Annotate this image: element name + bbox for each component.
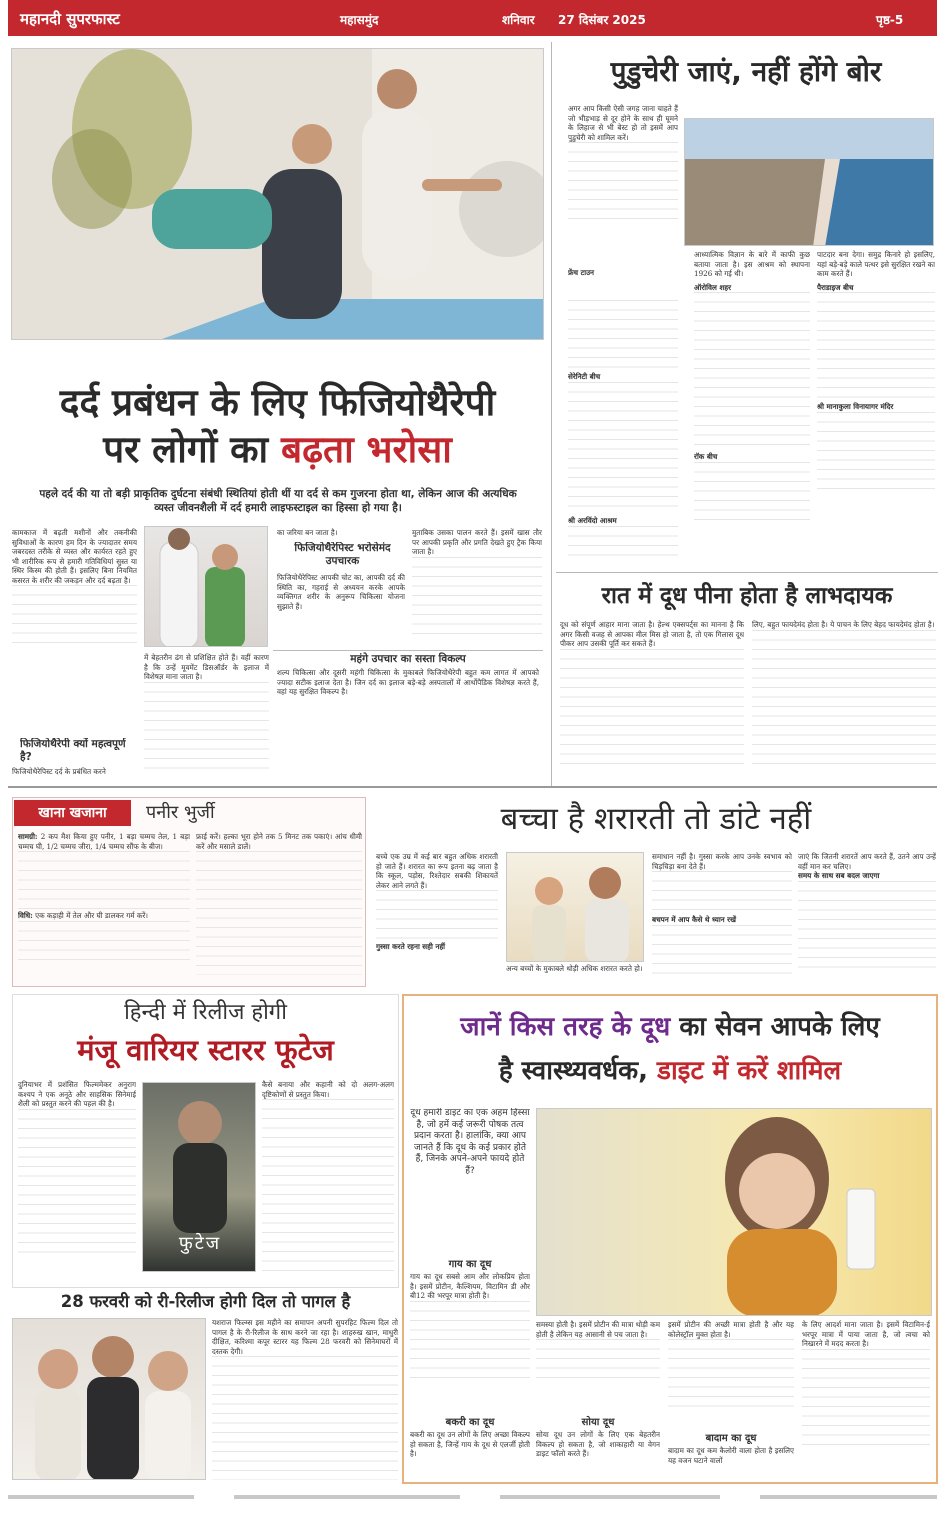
puducherry-col3-text: पाटदार बना देगा। समुद्र किनारे हो इसलिए, यहां बड़े-बड़े काले पत्थर इसे सुरक्षित रखने का काम करते हैं। [817,250,935,278]
puducherry-col3-filler [817,292,935,402]
milk-types-t5-filler [802,1349,930,1449]
milk-types-t1 [410,1272,530,1402]
naughty-title: बच्चा है शरारती तो डांटे नहीं [500,801,812,837]
puducherry-b6 [817,283,935,293]
naughty-col4-text: जाएं कि जितनी शरारतें आप करते हैं, उतने आप उन्हें वहीं मान कर चलिए। [798,852,936,871]
naughty-col3 [652,852,792,987]
puducherry-intro: अगर आप किसी ऐसी जगह जाना चाहते हैं जो भीड़भाड़ से दूर होने के साथ ही घूमने के लिहाज से भी बेस्ट हो तो इसमें आप पुडुचेरी को शामिल करें। [568,104,678,142]
recipe-method: एक कड़ाही में तेल और घी डालकर गर्म करें। [35,911,149,920]
naughty-col4 [798,852,936,987]
dil-col-filler [212,1356,398,1480]
puducherry-b1-label: फ्रेंच टाउन [568,268,595,277]
physio-illustration [12,49,544,340]
physio-box [273,650,543,776]
naughty-sub1: गुस्सा करते रहना सही नहीं [376,942,446,951]
milk-night-col2 [752,620,936,780]
puducherry-b3-label: श्री अरविंदो आश्रम [568,516,617,525]
recipe-col1-filler [18,851,190,911]
milk-types-t4-filler [668,1339,794,1411]
section-rule [556,572,938,573]
puducherry-b6-label: पैराडाइज बीच [817,282,854,292]
physio-photo [11,48,544,340]
physio-title-part-b: बढ़ता भरोसा [281,428,452,471]
puducherry-col1-lines [568,300,678,372]
recipe-col1 [18,832,190,982]
manju-col2-filler [262,1099,394,1279]
manju-poster-title: फुटेज [178,1233,222,1254]
milk-types-title2a: है स्वास्थ्यवर्धक, [498,1056,658,1086]
page-number: पृष्ठ-5 [876,13,904,27]
dil-photo [12,1318,206,1480]
milk-types-illustration [537,1109,932,1316]
footer-dots-2 [460,1492,500,1502]
recipe-title: पनीर भुर्जी [146,802,215,823]
milk-types-t4 [668,1320,794,1420]
manju-poster-illustration [143,1083,256,1233]
footer-dots-3 [720,1492,760,1502]
physio-col1-text: कामकाज में बढ़ती मशीनों और तकनीकी सुविधाओं के कारण हम दिन के ज्यादातर समय जबरदस्त तरीके से व्यस्त और कार्यरत रहते हुए भी शारीरिक रूप से हमारी गतिविधियां सुस्त या स्थिर किस्म की होती हैं। इसलिए बिना नियमित कसरत के शरीर की जकड़न और दर्द बढ़ता है। [12,528,137,585]
puducherry-col2-filler [694,292,810,452]
milk-types-title-line2 [404,1052,936,1090]
naughty-col3-filler2 [652,925,792,981]
naughty-col1-filler [376,890,498,942]
column-rule [551,42,552,786]
date: 27 दिसंबर 2025 [558,13,646,27]
manju-col1-text: दुनियाभर में प्रशंसित फिल्ममेकर अनुराग कश्यप ने एक अनूठे और साहसिक सिनेमाई शैली को प्रस्तुत करने की पहल की है। [18,1080,136,1108]
dil-illustration [13,1319,206,1480]
milk-types-t1-filler [410,1301,530,1381]
footer-dots-1 [194,1492,234,1502]
manju-title: मंजू वारियर स्टारर फूटेज [77,1033,334,1067]
milk-night-col2-filler [752,630,936,768]
milk-types-t4b: बादाम का दूध कम कैलोरी वाला होता है इसलिए यह वजन घटाने वालों [668,1446,794,1465]
physio-col1 [12,528,137,736]
recipe-col1-filler2 [18,921,190,961]
puducherry-title: पुडुचेरी जाएं, नहीं होंगे बोर [610,55,882,88]
recipe-col2-filler [196,851,362,975]
milk-types-t3-filler [536,1339,660,1383]
puducherry-col1 [568,104,678,264]
manju-kicker: हिन्दी में रिलीज होगी [124,1000,287,1025]
naughty-illustration [507,853,644,962]
puducherry-b4 [694,283,810,293]
milk-types-title2b: डाइट में करें शामिल [657,1056,842,1086]
physio-col4-filler [412,557,542,635]
recipe-ingredients: 2 कप मैश किया हुए पनीर, 1 बड़ा चम्मच तेल, 1 बड़ा चम्मच घी, 1/2 चम्मच जीरा, 1/4 चम्मच सौंफ के बीज। [18,832,190,851]
naughty-sub3: समय के साथ सब बदल जाएगा [798,871,880,880]
puducherry-b4-label: ऑरोविल शहर [694,282,732,292]
physio-box-subhead: महंगे उपचार का सस्ता विकल्प [350,653,466,665]
milk-types-t2: बकरी का दूध उन लोगों के लिए अच्छा विकल्प हो सकता है, जिन्हें गाय के दूध से एलर्जी होती है। [410,1430,530,1458]
physio-col1-tail: फिजियोथैरेपिस्ट दर्द के प्रबंधित करने [12,767,106,776]
naughty-col4-filler [798,881,936,971]
manju-col2 [262,1080,394,1280]
puducherry-b2 [568,372,678,512]
physio-title-line1: दर्द प्रबंधन के लिए फिजियोथैरेपी [59,381,496,424]
milk-types-intro: दूध हमारी डाइट का एक अहम हिस्सा है, जो हमें कई जरूरी पोषक तत्व प्रदान करता है। हालांकि, क्या आप जानते हैं कि दूध के कई प्रकार होते हैं, जिनके अपने-अपने फायदे होते हैं? [410,1108,530,1176]
milk-types-s4: बादाम का दूध [705,1433,757,1444]
recipe-tag [14,800,131,826]
physio-box-text: शल्य चिकित्सा और दूसरी महंगी चिकित्सा के मुकाबले फिजियोथैरेपी बहुत कम लागत में आपको ज्यादा सटीक इलाज देता है। जिन दर्द का इलाज बड़े-बड़े अस्पतालों में आर्थोपैडिक विशेषज्ञ करते हैं, वहां यह सुरक्षित विकल्प है। [277,668,539,696]
milk-types-t4-text: इसमें प्रोटीन की अच्छी मात्रा होती है और यह कोलेस्ट्रॉल मुक्त होता है। [668,1320,794,1339]
day: शनिवार [502,13,535,27]
puducherry-col2-filler2 [694,462,810,522]
physio-title-line2 [11,428,544,472]
puducherry-b1 [568,268,678,300]
puducherry-b3 [568,516,678,566]
puducherry-photo [684,118,934,246]
naughty-col1 [376,852,498,987]
physio-col4 [412,528,542,644]
milk-night-col1-text: दूध को संपूर्ण आहार माना जाता है। हेल्थ एक्सपर्ट्स का मानना है कि अगर किसी वजह से आपका मील मिस हो जाता है, तो एक गिलास दूध पीकर आप उसकी पूर्ति कर सकते हैं। [560,620,744,648]
masthead [8,0,937,36]
section-divider [8,786,937,788]
milk-types-s1: गाय का दूध [448,1259,492,1270]
puducherry-col3-filler2 [817,412,935,492]
recipe-label-ingredients: सामग्री: [18,832,38,841]
physio-col3: फिजियोथैरेपिस्ट आपकी चोट का, आपकी दर्द की स्थिति का, गहराई से अध्ययन करके आपके व्यक्तिगत शरीर के अनुरूप चिकित्सा योजना सुझाते हैं। [277,573,405,611]
manju-poster [142,1082,256,1272]
milk-types-t3-text: समस्या होती है। इसमें प्रोटीन की मात्रा थोड़ी कम होती है लेकिन यह आसानी से पच जाता है। [536,1320,660,1339]
physio-col2-text: में बेहतरीन ढंग से प्रशिक्षित होते हैं। वहीं कारण है कि उन्हें मूवमेंट डिसऑर्डर के इलाज में विशेषज्ञ माना जाता है। [144,653,269,681]
milk-types-t5 [802,1320,930,1478]
physio-col2 [144,653,269,777]
puducherry-b7 [817,402,935,412]
dil-col-text: यशराज फिल्म्स इस महीने का समापन अपनी सुपरहिट फिल्म दिल तो पागल है के री-रिलीज के साथ करने जा रहा है। शाहरुख खान, माधुरी दीक्षित, करिश्मा कपूर स्टारर यह फिल्म 28 फरवरी को सिनेमाघरों में दस्तक देगी। [212,1318,398,1356]
puducherry-col2-text: आध्यात्मिक विज्ञान के बारे में काफी कुछ बताया जाता है। इस आश्रम को स्थापना 1926 को गई थी। [694,250,810,278]
naughty-col3-filler [652,871,792,915]
dil-col [212,1318,398,1480]
physio-col2-filler [144,682,269,772]
puducherry-b7-label: श्री मानाकुला विनायागर मंदिर [817,402,894,411]
milk-types-title1b: का सेवन आपके लिए [679,1012,880,1042]
naughty-sub2: बचपन में आप कैसे थे ध्यान रखें [652,915,736,924]
paper-name: महानदी सुपरफास्ट [20,10,120,28]
milk-types-s3: सोया दूध [581,1417,615,1428]
milk-types-t1-text: गाय का दूध सबसे आम और लोकप्रिय होता है। इसमें प्रोटीन, कैल्शियम, विटामिन डी और बी12 की भरपूर मात्रा होती है। [410,1272,530,1300]
milk-night-col1 [560,620,744,780]
puducherry-col1-filler [568,142,678,222]
milk-types-t3b: सोया दूध उन लोगों के लिए एक बेहतरीन विकल्प हो सकता है, जो शाकाहारी या वेगन डाइट फॉलो करते हैं। [536,1430,660,1458]
puducherry-col3 [817,250,935,566]
manju-col1 [18,1080,136,1280]
milk-types-title-line1 [404,1008,936,1046]
city: महासमुंद [340,13,379,27]
puducherry-col2 [694,250,810,566]
puducherry-b2-label: सेरेनिटी बीच [568,372,601,381]
puducherry-b3-filler [568,526,678,562]
physio-title-part-a: पर लोगों का [103,428,282,471]
recipe-label-method: विधि: [18,911,33,920]
recipe-tag-label: खाना खजाना [38,805,107,821]
naughty-col1-text: बच्चे एक उम्र में कई बार बहुत अधिक शरारती हो जाते हैं। शरारत का रूप इतना बढ़ जाता है कि स्कूल, पड़ोस, रिश्तेदार सबकी शिकायतें लेकर आने लगते हैं। [376,852,498,890]
naughty-photo [506,852,644,962]
manju-col1-filler [18,1109,136,1259]
physio-col1-subhead: फिजियोथैरेपी क्यों महत्वपूर्ण है? [20,738,126,763]
puducherry-b5-label: रॉक बीच [694,452,718,461]
footer-bar [8,1492,937,1502]
milk-night-title: रात में दूध पीना होता है लाभदायक [601,583,893,609]
milk-night-col2-text: लिए, बहुत फायदेमंद होता है। ये पाचन के लिए बेहद फायदेमंद होता है। [752,620,935,629]
physio-col4-text: मुताबिक उसका पालन करते हैं। इसमें खास तौर पर आपकी प्रकृति और प्रगति देखते हुए ट्रैक किया जाता है। [412,528,542,556]
dil-title: 28 फरवरी को री-रिलीज होगी दिल तो पागल है [60,1292,351,1311]
naughty-col3-text: समाधान नहीं है। गुस्सा करके आप उनके स्वभाव को चिड़चिड़ा बना देते हैं। [652,852,792,871]
manju-col2-text: कैसे बनाया और कहानी को दो अलग-अलग दृष्टिकोणों से प्रस्तुत किया। [262,1080,394,1099]
milk-types-photo [536,1108,932,1316]
recipe-col2-text: फ्राई करें। हल्का भूरा होने तक 5 मिनट तक पकाएं। आंच धीमी करें और मसाले डालें। [196,832,362,851]
recipe-col2 [196,832,362,982]
physio-col1-filler [12,585,137,647]
puducherry-b2-filler [568,382,678,512]
physio-inset-photo [144,526,268,647]
physio-inset-illustration [145,527,268,647]
milk-types-title1a: जानें किस तरह के दूध [460,1012,680,1042]
milk-types-t3 [536,1320,660,1400]
milk-night-col1-filler [560,649,744,769]
puducherry-b5 [694,452,810,462]
milk-types-t5-text: के लिए आदर्श माना जाता है। इसमें विटामिन-ई भरपूर मात्रा में पाया जाता है, जो त्वचा को निखारने में मदद करता है। [802,1320,930,1348]
physio-col3-subhead: फिजियोथैरेपिस्ट भरोसेमंद उपचारक [294,542,391,567]
naughty-caption: अन्य बच्चों के मुकाबले थोड़ी अधिक शरारत करते हो। [506,964,643,973]
physio-col3-top: का जरिया बन जाता है। [277,528,338,537]
puducherry-coast-illustration [685,119,934,246]
physio-deck: पहले दर्द की या तो बड़ी प्राकृतिक दुर्घटना संबंधी स्थितियां होती थीं या दर्द से कम गुजरना होता था, लेकिन आज की अत्यधिक व्यस्त जीवनशैली में दर्द हमारी लाइफस्टाइल का हिस्सा हो गया है। [39,488,517,514]
milk-types-s2: बकरी का दूध [445,1417,495,1428]
